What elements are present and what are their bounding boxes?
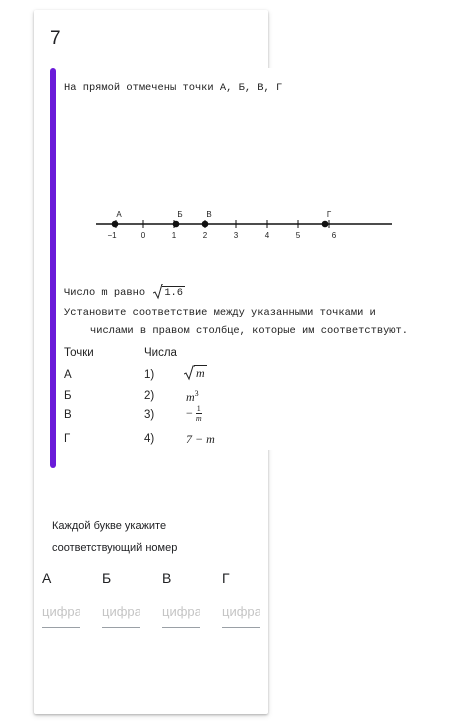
point-a: [112, 221, 119, 228]
table-row-index: 3): [144, 409, 155, 421]
tick-label: 6: [331, 231, 337, 240]
tick-label: −1: [107, 231, 117, 240]
answer-field-v: [162, 570, 202, 586]
table-row-point: В: [64, 409, 72, 421]
answer-label: В: [162, 570, 172, 586]
answer-input-v[interactable]: [162, 598, 200, 628]
answer-label: Б: [102, 570, 112, 586]
answer-input-b[interactable]: [102, 598, 140, 628]
point-label: А: [116, 210, 122, 219]
point-label: Г: [326, 210, 332, 219]
number-line: [96, 208, 396, 248]
answer-instruction: Каждой букве укажите соответствующий номер: [52, 520, 178, 554]
task-prompt: На прямой отмечены точки А, Б, В, Г: [64, 82, 283, 94]
answer-label: А: [42, 570, 52, 586]
given-statement: Число m равно 1.6: [64, 287, 185, 299]
table-row-value: 7 − m: [186, 432, 215, 446]
tick-label: 4: [264, 231, 270, 240]
tick-label: 2: [202, 231, 208, 240]
point-b: [173, 221, 180, 228]
point-g: [322, 221, 329, 228]
point-label: Б: [177, 210, 183, 219]
point-label: В: [206, 210, 212, 219]
table-row-value: − $\frac{1}{m}$: [186, 404, 202, 423]
tick-label: 3: [233, 231, 239, 240]
table-row-value: m: [184, 366, 207, 381]
table-row-point: А: [64, 369, 72, 381]
answer-field-a: [42, 570, 82, 586]
question-number: 7: [50, 28, 61, 49]
table-row-value: $m^3$: [186, 389, 199, 404]
table-row-index: 4): [144, 433, 155, 445]
answer-field-g: [222, 570, 262, 586]
instruction-line-1: Установите соответствие между указанными точками и: [64, 307, 376, 319]
tick-label: 5: [295, 231, 301, 240]
point-v: [202, 221, 209, 228]
table-row-point: Б: [64, 390, 72, 402]
table-header-points: Точки: [64, 347, 94, 359]
answer-label: Г: [222, 570, 230, 586]
answer-field-b: [102, 570, 142, 586]
instruction-line-2: числами в правом столбце, которые им соответствуют.: [90, 325, 409, 337]
sqrt-expression: 1.6: [153, 287, 185, 299]
sqrt-icon: [184, 365, 195, 381]
table-row-index: 2): [144, 390, 155, 402]
answer-input-g[interactable]: [222, 598, 260, 628]
answer-input-a[interactable]: [42, 598, 80, 628]
task-image: [56, 68, 458, 450]
table-row-point: Г: [64, 433, 71, 445]
table-header-numbers: Числа: [144, 347, 177, 359]
sqrt-icon: [153, 284, 163, 300]
table-row-index: 1): [144, 369, 155, 381]
tick-label: 1: [171, 231, 177, 240]
tick-label: 0: [140, 231, 146, 240]
